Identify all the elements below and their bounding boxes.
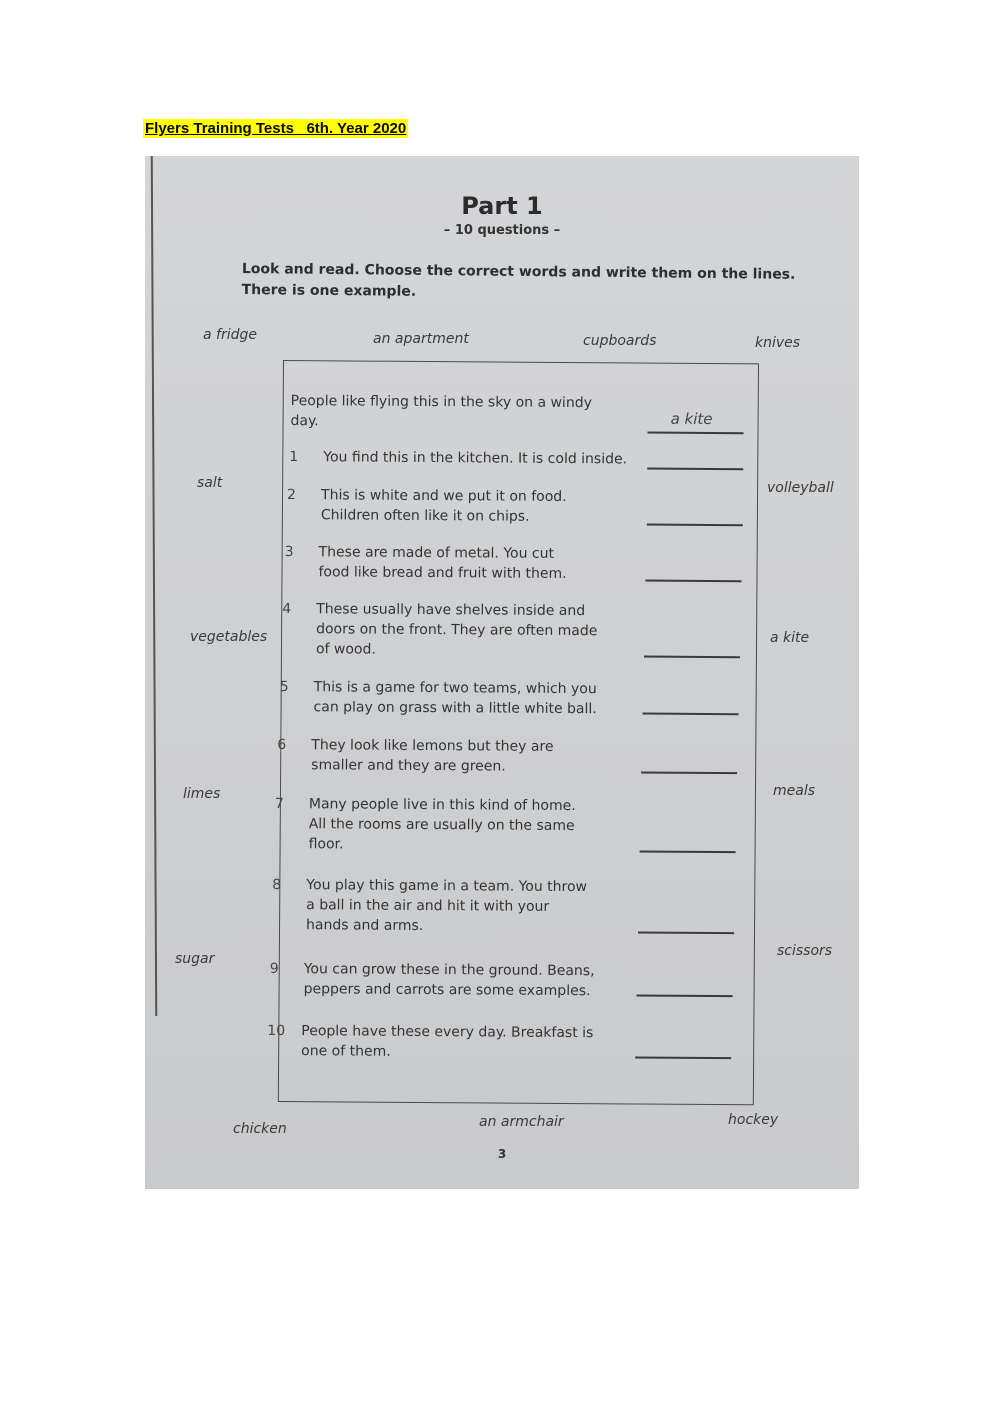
instruction-line: There is one example. — [241, 281, 417, 300]
answer-line[interactable] — [644, 656, 740, 658]
question-line: You find this in the kitchen. It is cold inside. — [323, 449, 628, 468]
instruction-line: Look and read. Choose the correct words and write them on the lines. — [241, 260, 796, 283]
page-number: 3 — [497, 1147, 507, 1161]
question-line: one of them. — [301, 1043, 391, 1060]
example-answer-line — [647, 432, 743, 434]
question-line: This is a game for two teams, which you — [313, 679, 597, 698]
question-line: You play this game in a team. You throw — [306, 877, 588, 896]
document-title: Flyers Training Tests 6th. Year 2020 — [145, 120, 407, 137]
word-bank-item: salt — [197, 475, 223, 491]
question-number: 5 — [279, 678, 289, 696]
question-number: 1 — [289, 449, 299, 466]
answer-line[interactable] — [641, 772, 737, 774]
question-line: They look like lemons but they are — [311, 737, 554, 755]
question-line: These are made of metal. You cut — [318, 544, 555, 562]
answer-line[interactable] — [640, 851, 736, 853]
question-box — [267, 360, 759, 1105]
question-number: 10 — [267, 1022, 286, 1040]
page-binding-line — [151, 156, 158, 1016]
instructions — [242, 259, 802, 307]
answer-line[interactable] — [637, 994, 733, 996]
question-line: smaller and they are green. — [311, 757, 506, 775]
question-line: doors on the front. They are often made — [316, 621, 598, 640]
word-bank-item: sugar — [175, 951, 215, 967]
question-number: 4 — [282, 601, 292, 618]
question-line: All the rooms are usually on the same — [308, 816, 575, 835]
part-subtitle: – 10 questions – — [443, 223, 561, 238]
answer-line[interactable] — [647, 468, 743, 470]
word-bank-item: cupboards — [583, 333, 657, 349]
question-line: Many people live in this kind of home. — [308, 796, 576, 815]
word-bank-item: a fridge — [203, 327, 257, 343]
answer-line[interactable] — [645, 580, 741, 582]
question-number: 8 — [272, 876, 282, 894]
example-answer: a kite — [670, 409, 713, 428]
answer-line[interactable] — [647, 524, 743, 526]
question-line: People have these every day. Breakfast is — [301, 1023, 594, 1042]
word-bank-item: hockey — [728, 1112, 779, 1128]
part-title: Part 1 — [461, 192, 543, 220]
word-bank-item: meals — [773, 783, 816, 799]
question-line: This is white and we put it on food. — [321, 487, 567, 505]
question-line: You can grow these in the ground. Beans, — [303, 961, 595, 980]
question-line: Children often like it on chips. — [320, 507, 530, 525]
example-line: day. — [290, 413, 319, 430]
question-line: a ball in the air and hit it with your — [306, 897, 550, 915]
word-bank-item: chicken — [233, 1121, 287, 1137]
example-question — [291, 391, 592, 433]
word-bank-item: knives — [755, 335, 801, 351]
answer-line[interactable] — [635, 1056, 731, 1058]
answer-line[interactable] — [638, 931, 734, 933]
example-line: People like flying this in the sky on a windy — [290, 393, 592, 412]
question-number: 3 — [284, 544, 294, 561]
question-line: food like bread and fruit with them. — [318, 564, 567, 582]
question-number: 9 — [269, 960, 279, 977]
question-number: 2 — [287, 487, 297, 504]
answer-line[interactable] — [643, 713, 739, 715]
question-line: of wood. — [315, 641, 376, 658]
question-line: These usually have shelves inside and — [316, 601, 586, 620]
question-line: peppers and carrots are some examples. — [303, 981, 591, 1000]
question-line: hands and arms. — [305, 917, 424, 934]
question-line: can play on grass with a little white ball. — [313, 699, 597, 718]
question-number: 6 — [277, 736, 287, 754]
word-bank-item: limes — [183, 786, 221, 802]
question-line: floor. — [308, 836, 344, 853]
word-bank-item: a kite — [770, 630, 810, 646]
word-bank-item: an armchair — [479, 1114, 564, 1130]
word-bank-item: scissors — [777, 943, 833, 959]
worksheet-photo — [145, 156, 859, 1189]
word-bank-item: vegetables — [190, 629, 268, 645]
word-bank-item: volleyball — [767, 480, 834, 496]
word-bank-item: an apartment — [373, 331, 469, 347]
question-number: 7 — [274, 795, 284, 813]
